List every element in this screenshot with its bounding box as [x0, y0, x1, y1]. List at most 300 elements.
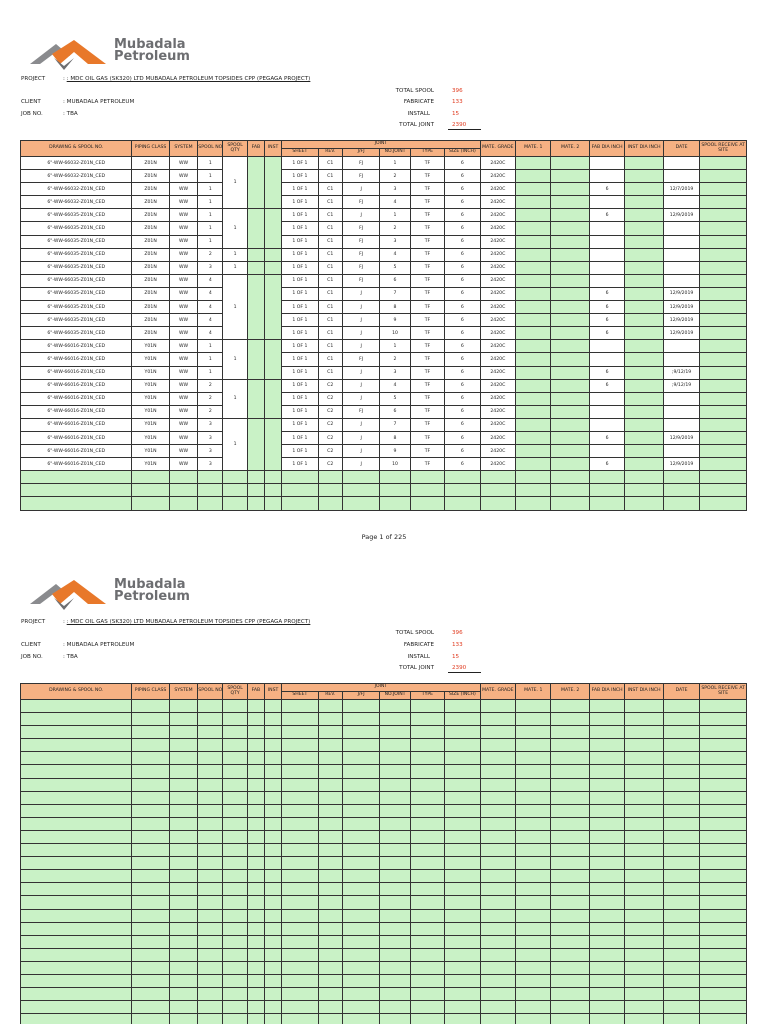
- cell-joint: 10: [380, 458, 410, 471]
- cell-joint: 7: [380, 287, 410, 300]
- cell-jfj: J: [342, 366, 379, 379]
- cell-empty: [625, 804, 663, 817]
- cell-rev: C1: [318, 327, 342, 340]
- cell-empty: [380, 922, 410, 935]
- cell-empty: [247, 974, 264, 987]
- cell-empty: [247, 484, 264, 497]
- cell-empty: [318, 817, 342, 830]
- cell-empty: [700, 1014, 747, 1024]
- cell-empty: [516, 700, 551, 713]
- cell-empty: [282, 922, 318, 935]
- cell-empty: [318, 765, 342, 778]
- cell-inst-dia: [625, 431, 663, 444]
- cell-size: 6: [445, 248, 481, 261]
- cell-piping: Y01N: [132, 458, 169, 471]
- cell-mate-1: [516, 353, 551, 366]
- cell-empty: [21, 909, 132, 922]
- cell-inst-dia: [625, 340, 663, 353]
- cell-drawing: 6"-WW-66032-Z01N_CED: [21, 157, 132, 170]
- cell-joint: 8: [380, 301, 410, 314]
- cell-empty: [342, 883, 379, 896]
- cell-drawing: 6"-WW-66016-Z01N_CED: [21, 458, 132, 471]
- cell-drawing: 6"-WW-66016-Z01N_CED: [21, 445, 132, 458]
- cell-empty: [21, 497, 132, 510]
- cell-inst-dia: [625, 170, 663, 183]
- cell-empty: [625, 1001, 663, 1014]
- cell-grade: 2420C: [480, 405, 515, 418]
- cell-empty: [247, 830, 264, 843]
- cell-spool: 1: [198, 157, 223, 170]
- cell-joint: 9: [380, 445, 410, 458]
- cell-empty: [132, 700, 169, 713]
- cell-empty: [264, 974, 281, 987]
- cell-empty: [663, 497, 699, 510]
- cell-empty: [198, 817, 223, 830]
- job-value: : TBA: [63, 111, 78, 117]
- table-row: [21, 314, 747, 327]
- cell-system: WW: [169, 431, 197, 444]
- cell-empty: [169, 883, 197, 896]
- cell-empty: [198, 883, 223, 896]
- cell-empty: [380, 974, 410, 987]
- table-row-empty: [21, 752, 747, 765]
- cell-empty: [132, 988, 169, 1001]
- cell-empty: [445, 497, 481, 510]
- cell-empty: [247, 765, 264, 778]
- cell-empty: [282, 700, 318, 713]
- cell-mate-2: [551, 235, 589, 248]
- cell-empty: [342, 804, 379, 817]
- cell-empty: [318, 484, 342, 497]
- cell-empty: [480, 713, 515, 726]
- cell-empty: [264, 1001, 281, 1014]
- cell-type: TF: [410, 379, 444, 392]
- cell-empty: [247, 791, 264, 804]
- cell-empty: [21, 817, 132, 830]
- cell-type: TF: [410, 418, 444, 431]
- cell-joint: 6: [380, 405, 410, 418]
- cell-empty: [700, 726, 747, 739]
- cell-empty: [516, 726, 551, 739]
- cell-empty: [445, 844, 481, 857]
- header-inst: INST: [264, 141, 281, 157]
- cell-empty: [551, 752, 589, 765]
- cell-empty: [198, 844, 223, 857]
- cell-inst-dia: [625, 274, 663, 287]
- cell-empty: [663, 700, 699, 713]
- cell-empty: [516, 857, 551, 870]
- cell-empty: [264, 739, 281, 752]
- cell-empty: [700, 804, 747, 817]
- cell-empty: [282, 857, 318, 870]
- cell-empty: [198, 497, 223, 510]
- cell-empty: [264, 870, 281, 883]
- cell-empty: [663, 739, 699, 752]
- cell-empty: [589, 471, 624, 484]
- cell-empty: [198, 700, 223, 713]
- cell-rev: C2: [318, 431, 342, 444]
- cell-empty: [264, 830, 281, 843]
- cell-type: TF: [410, 209, 444, 222]
- cell-size: 6: [445, 366, 481, 379]
- cell-empty: [264, 922, 281, 935]
- table-row-empty: [21, 471, 747, 484]
- cell-empty: [589, 791, 624, 804]
- cell-type: TF: [410, 314, 444, 327]
- table-row: [21, 235, 747, 248]
- table-row-empty: [21, 817, 747, 830]
- cell-type: TF: [410, 287, 444, 300]
- cell-fab-dia: [589, 248, 624, 261]
- cell-drawing: 6"-WW-66035-Z01N_CED: [21, 327, 132, 340]
- cell-joint: 2: [380, 170, 410, 183]
- table-row-empty: [21, 870, 747, 883]
- cell-empty: [445, 471, 481, 484]
- cell-empty: [21, 988, 132, 1001]
- cell-type: TF: [410, 445, 444, 458]
- cell-spool-qty: 1: [223, 248, 247, 261]
- cell-grade: 2420C: [480, 353, 515, 366]
- cell-sheet: 1 OF 1: [282, 209, 318, 222]
- cell-inst-dia: [625, 261, 663, 274]
- cell-piping: Y01N: [132, 392, 169, 405]
- cell-empty: [551, 909, 589, 922]
- cell-empty: [700, 988, 747, 1001]
- cell-empty: [282, 948, 318, 961]
- cell-sheet: 1 OF 1: [282, 405, 318, 418]
- cell-mate-1: [516, 418, 551, 431]
- cell-empty: [169, 961, 197, 974]
- cell-empty: [342, 1014, 379, 1024]
- cell-empty: [410, 870, 444, 883]
- cell-empty: [21, 935, 132, 948]
- cell-sheet: 1 OF 1: [282, 366, 318, 379]
- table-row: [21, 222, 747, 235]
- cell-mate-2: [551, 196, 589, 209]
- cell-joint: 2: [380, 222, 410, 235]
- cell-empty: [223, 974, 247, 987]
- cell-grade: 2420C: [480, 196, 515, 209]
- cell-empty: [589, 844, 624, 857]
- cell-empty: [516, 497, 551, 510]
- cell-empty: [342, 857, 379, 870]
- cell-empty: [223, 752, 247, 765]
- cell-empty: [318, 739, 342, 752]
- cell-mate-2: [551, 183, 589, 196]
- cell-spool-receive: [700, 287, 747, 300]
- cell-sheet: 1 OF 1: [282, 392, 318, 405]
- cell-drawing: 6"-WW-66035-Z01N_CED: [21, 287, 132, 300]
- cell-empty: [410, 857, 444, 870]
- cell-empty: [247, 922, 264, 935]
- cell-empty: [223, 1001, 247, 1014]
- cell-empty: [169, 844, 197, 857]
- cell-empty: [264, 804, 281, 817]
- cell-jfj: J: [342, 209, 379, 222]
- logo-line1: Mubadala: [114, 37, 186, 52]
- cell-rev: C2: [318, 445, 342, 458]
- cell-type: TF: [410, 183, 444, 196]
- table-row: [21, 366, 747, 379]
- cell-system: WW: [169, 170, 197, 183]
- cell-empty: [223, 739, 247, 752]
- cell-empty: [551, 804, 589, 817]
- cell-inst-dia: [625, 301, 663, 314]
- cell-empty: [223, 896, 247, 909]
- cell-empty: [198, 484, 223, 497]
- cell-empty: [169, 909, 197, 922]
- cell-size: 6: [445, 340, 481, 353]
- cell-empty: [445, 1001, 481, 1014]
- cell-empty: [264, 791, 281, 804]
- table-row: [21, 157, 747, 170]
- cell-spool-receive: [700, 418, 747, 431]
- cell-jfj: J: [342, 445, 379, 458]
- cell-empty: [318, 1001, 342, 1014]
- cell-mate-2: [551, 458, 589, 471]
- cell-empty: [342, 700, 379, 713]
- cell-drawing: 6"-WW-66035-Z01N_CED: [21, 248, 132, 261]
- cell-sheet: 1 OF 1: [282, 445, 318, 458]
- cell-empty: [480, 844, 515, 857]
- cell-empty: [21, 830, 132, 843]
- cell-empty: [410, 1001, 444, 1014]
- cell-empty: [551, 778, 589, 791]
- cell-jfj: FJ: [342, 274, 379, 287]
- cell-empty: [264, 948, 281, 961]
- cell-date: 12/9/2019: [663, 287, 699, 300]
- cell-joint: 5: [380, 261, 410, 274]
- cell-date: [663, 274, 699, 287]
- cell-empty: [132, 961, 169, 974]
- table-row-empty: [21, 1014, 747, 1024]
- cell-empty: [551, 471, 589, 484]
- cell-empty: [663, 844, 699, 857]
- cell-inst-dia: [625, 314, 663, 327]
- cell-mate-2: [551, 248, 589, 261]
- cell-jfj: FJ: [342, 248, 379, 261]
- cell-empty: [132, 778, 169, 791]
- cell-empty: [132, 1001, 169, 1014]
- cell-fab-dia: 6: [589, 209, 624, 222]
- cell-drawing: 6"-WW-66032-Z01N_CED: [21, 170, 132, 183]
- cell-empty: [663, 471, 699, 484]
- cell-empty: [516, 471, 551, 484]
- cell-empty: [700, 752, 747, 765]
- table-row: [21, 458, 747, 471]
- cell-empty: [480, 830, 515, 843]
- cell-empty: [663, 752, 699, 765]
- cell-drawing: 6"-WW-66016-Z01N_CED: [21, 392, 132, 405]
- cell-empty: [380, 700, 410, 713]
- cell-empty: [410, 778, 444, 791]
- cell-spool: 3: [198, 445, 223, 458]
- cell-spool: 3: [198, 431, 223, 444]
- cell-empty: [410, 484, 444, 497]
- cell-empty: [21, 713, 132, 726]
- cell-date: [663, 405, 699, 418]
- header-mate-grade: MATE. GRADE: [480, 141, 515, 157]
- cell-empty: [380, 726, 410, 739]
- cell-empty: [589, 778, 624, 791]
- cell-type: TF: [410, 248, 444, 261]
- cell-empty: [169, 830, 197, 843]
- cell-empty: [21, 471, 132, 484]
- cell-empty: [516, 883, 551, 896]
- cell-empty: [625, 909, 663, 922]
- cell-empty: [551, 817, 589, 830]
- cell-empty: [223, 471, 247, 484]
- cell-empty: [700, 948, 747, 961]
- cell-empty: [264, 883, 281, 896]
- cell-mate-2: [551, 445, 589, 458]
- cell-size: 6: [445, 183, 481, 196]
- cell-mate-1: [516, 327, 551, 340]
- cell-size: 6: [445, 353, 481, 366]
- cell-size: 6: [445, 209, 481, 222]
- cell-empty: [445, 778, 481, 791]
- cell-empty: [282, 765, 318, 778]
- cell-empty: [223, 870, 247, 883]
- cell-empty: [516, 896, 551, 909]
- table-row: [21, 431, 747, 444]
- cell-date: [663, 170, 699, 183]
- cell-spool: 2: [198, 248, 223, 261]
- cell-empty: [282, 883, 318, 896]
- cell-empty: [380, 713, 410, 726]
- cell-system: WW: [169, 274, 197, 287]
- cell-system: WW: [169, 209, 197, 222]
- cell-sheet: 1 OF 1: [282, 379, 318, 392]
- cell-empty: [264, 896, 281, 909]
- cell-empty: [700, 961, 747, 974]
- cell-grade: 2420C: [480, 248, 515, 261]
- cell-type: TF: [410, 157, 444, 170]
- cell-empty: [551, 844, 589, 857]
- cell-empty: [169, 765, 197, 778]
- total-joint-value: 2390: [452, 122, 467, 128]
- cell-empty: [445, 988, 481, 1001]
- cell-empty: [625, 739, 663, 752]
- cell-empty: [516, 844, 551, 857]
- cell-empty: [445, 1014, 481, 1024]
- cell-empty: [342, 817, 379, 830]
- cell-empty: [380, 497, 410, 510]
- cell-empty: [516, 1014, 551, 1024]
- cell-mate-1: [516, 314, 551, 327]
- cell-empty: [342, 870, 379, 883]
- cell-spool-receive: [700, 445, 747, 458]
- cell-empty: [169, 778, 197, 791]
- cell-rev: C1: [318, 366, 342, 379]
- table-row: [21, 261, 747, 274]
- cell-empty: [198, 471, 223, 484]
- cell-empty: [410, 739, 444, 752]
- cell-empty: [380, 471, 410, 484]
- cell-empty: [445, 961, 481, 974]
- cell-mate-1: [516, 196, 551, 209]
- cell-inst-dia: [625, 183, 663, 196]
- header-mate-2: MATE. 2: [551, 141, 589, 157]
- cell-empty: [551, 700, 589, 713]
- cell-empty: [700, 922, 747, 935]
- cell-jfj: J: [342, 327, 379, 340]
- cell-empty: [625, 844, 663, 857]
- cell-empty: [551, 857, 589, 870]
- cell-piping: Z01N: [132, 301, 169, 314]
- cell-empty: [625, 883, 663, 896]
- cell-system: WW: [169, 379, 197, 392]
- cell-system: WW: [169, 353, 197, 366]
- cell-fab-dia: 6: [589, 379, 624, 392]
- cell-spool-receive: [700, 314, 747, 327]
- cell-empty: [445, 922, 481, 935]
- cell-empty: [342, 935, 379, 948]
- cell-empty: [663, 765, 699, 778]
- cell-jfj: FJ: [342, 353, 379, 366]
- cell-date: [663, 340, 699, 353]
- cell-date: [663, 222, 699, 235]
- cell-empty: [318, 948, 342, 961]
- cell-empty: [551, 1014, 589, 1024]
- cell-empty: [516, 778, 551, 791]
- cell-spool-qty: 1: [223, 157, 247, 209]
- cell-empty: [198, 752, 223, 765]
- cell-empty: [21, 1014, 132, 1024]
- cell-empty: [380, 791, 410, 804]
- cell-grade: 2420C: [480, 235, 515, 248]
- cell-empty: [625, 471, 663, 484]
- cell-empty: [410, 961, 444, 974]
- cell-spool-receive: [700, 209, 747, 222]
- cell-empty: [700, 765, 747, 778]
- cell-spool: 1: [198, 366, 223, 379]
- cell-size: 6: [445, 222, 481, 235]
- cell-empty: [223, 844, 247, 857]
- table-row-empty: [21, 726, 747, 739]
- table-row: [21, 353, 747, 366]
- cell-type: TF: [410, 196, 444, 209]
- cell-empty: [132, 948, 169, 961]
- cell-empty: [480, 700, 515, 713]
- cell-empty: [169, 726, 197, 739]
- cell-empty: [247, 700, 264, 713]
- cell-empty: [223, 883, 247, 896]
- cell-empty: [516, 1001, 551, 1014]
- cell-empty: [625, 484, 663, 497]
- cell-system: WW: [169, 327, 197, 340]
- cell-empty: [700, 817, 747, 830]
- cell-empty: [663, 713, 699, 726]
- cell-fab-dia: 6: [589, 287, 624, 300]
- cell-type: TF: [410, 340, 444, 353]
- cell-mate-1: [516, 183, 551, 196]
- cell-empty: [282, 752, 318, 765]
- cell-empty: [198, 974, 223, 987]
- cell-empty: [318, 883, 342, 896]
- client-label: CLIENT: [21, 99, 41, 105]
- cell-sheet: 1 OF 1: [282, 458, 318, 471]
- cell-mate-1: [516, 340, 551, 353]
- cell-empty: [663, 961, 699, 974]
- cell-empty: [247, 804, 264, 817]
- cell-empty: [700, 830, 747, 843]
- cell-empty: [282, 471, 318, 484]
- cell-rev: C1: [318, 301, 342, 314]
- cell-date: [663, 235, 699, 248]
- cell-empty: [198, 830, 223, 843]
- cell-joint: 3: [380, 366, 410, 379]
